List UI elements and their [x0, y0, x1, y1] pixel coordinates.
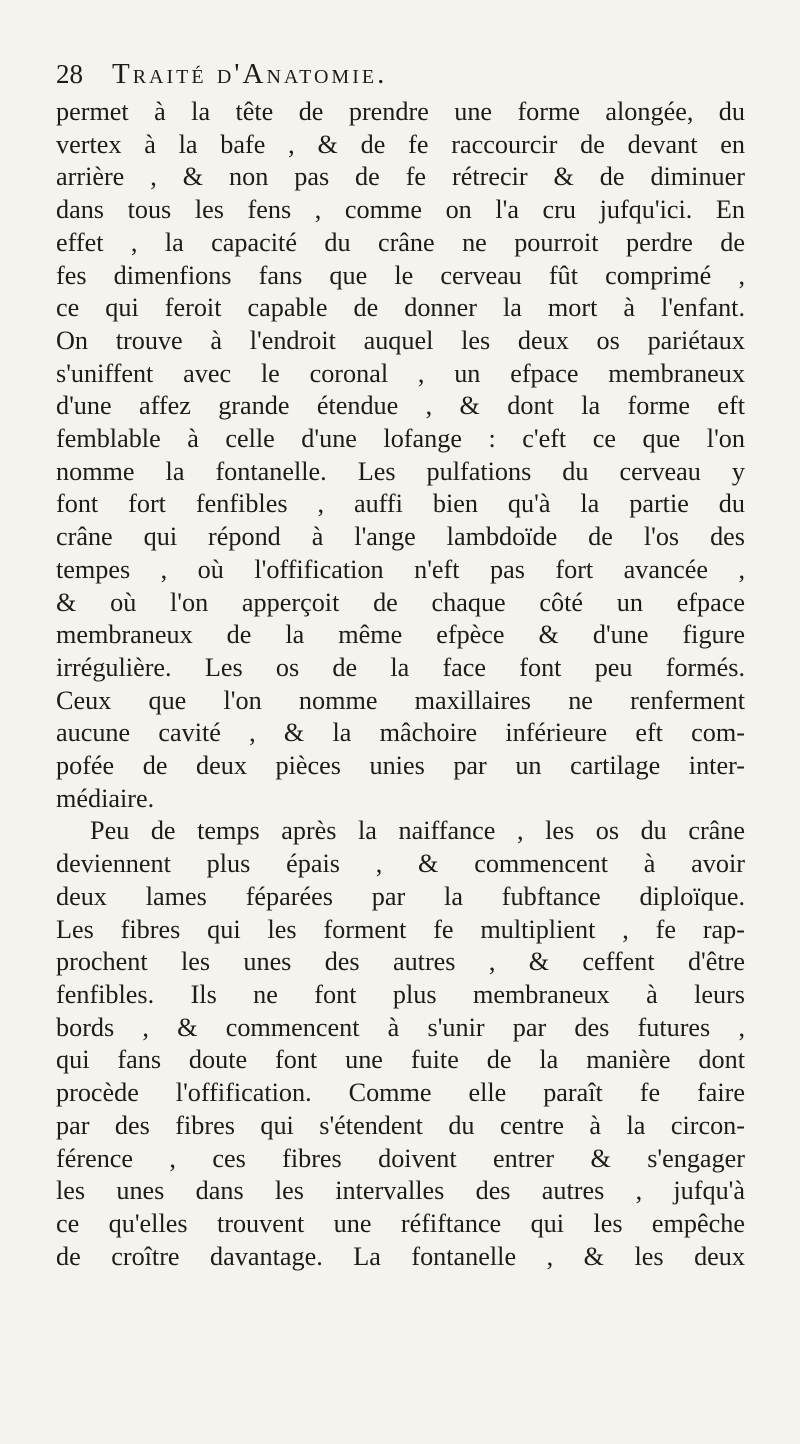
text-line: & où l'on apperçoit de chaque côté un efpace: [56, 587, 745, 617]
text-line: bords , & commencent à s'unir par des futures ,: [56, 1012, 745, 1042]
text-line: prochent les unes des autres , & ceffent d'être: [56, 947, 745, 977]
text-line: deux lames féparées par la fubftance diploïque.: [56, 881, 745, 911]
text-line: irrégulière. Les os de la face font peu formés.: [56, 652, 745, 682]
text-line: férence , ces fibres doivent entrer & s'engager: [56, 1143, 745, 1173]
text-line: par des fibres qui s'étendent du centre à la circon-: [56, 1110, 745, 1140]
running-title: Traité d'Anatomie.: [112, 58, 388, 90]
text-line: crâne qui répond à l'ange lambdoïde de l'os des: [56, 522, 745, 552]
text-line: qui fans doute font une fuite de la manière dont: [56, 1045, 745, 1075]
paragraph: [56, 815, 745, 1273]
text-line: vertex à la bafe , & de fe raccourcir de devant en: [56, 129, 745, 159]
text-line: médiaire.: [56, 783, 155, 813]
text-line: tempes , où l'offification n'eft pas fort avancée ,: [56, 554, 745, 584]
text-line: procède l'offification. Comme elle paraît fe faire: [56, 1078, 745, 1108]
paragraph-list: [56, 96, 745, 1273]
text-line: Peu de temps après la naiffance , les os du crâne: [90, 816, 745, 846]
text-line: aucune cavité , & la mâchoire inférieure eft com-: [56, 718, 745, 748]
paragraph: [56, 96, 745, 815]
text-line: dans tous les fens , comme on l'a cru jufqu'ici. En: [56, 195, 745, 225]
text-line: Les fibres qui les forment fe multiplient , fe rap-: [56, 914, 745, 944]
text-line: On trouve à l'endroit auquel les deux os pariétaux: [56, 325, 745, 355]
text-line: les unes dans les intervalles des autres , jufqu'à: [56, 1176, 745, 1206]
text-line: s'uniffent avec le coronal , un efpace membraneux: [56, 358, 745, 388]
text-line: deviennent plus épais , & commencent à avoir: [56, 849, 745, 879]
text-line: arrière , & non pas de fe rétrecir & de diminuer: [56, 162, 745, 192]
text-line: membraneux de la même efpèce & d'une figure: [56, 620, 745, 650]
page-number: 28: [56, 59, 83, 89]
text-line: font fort fenfibles , auffi bien qu'à la partie du: [56, 489, 745, 519]
text-line: pofée de deux pièces unies par un cartilage inter-: [56, 751, 745, 781]
text-line: femblable à celle d'une lofange : c'eft ce que l'on: [56, 424, 745, 454]
text-line: de croître davantage. La fontanelle , & les deux: [56, 1241, 745, 1271]
text-line: ce qui feroit capable de donner la mort à l'enfant.: [56, 293, 745, 323]
text-line: d'une affez grande étendue , & dont la forme eft: [56, 391, 745, 421]
body-text: [56, 96, 745, 1273]
running-head: [56, 52, 745, 96]
text-line: Ceux que l'on nomme maxillaires ne renferment: [56, 685, 745, 715]
text-line: fes dimenfions fans que le cerveau fût comprimé ,: [56, 260, 745, 290]
text-line: nomme la fontanelle. Les pulfations du cerveau y: [56, 456, 745, 486]
text-line: fenfibles. Ils ne font plus membraneux à leurs: [56, 979, 745, 1009]
text-line: ce qu'elles trouvent une réfiftance qui les empêche: [56, 1208, 745, 1238]
text-line: permet à la tête de prendre une forme alongée, du: [56, 97, 745, 126]
text-line: effet , la capacité du crâne ne pourroit perdre de: [56, 227, 745, 257]
